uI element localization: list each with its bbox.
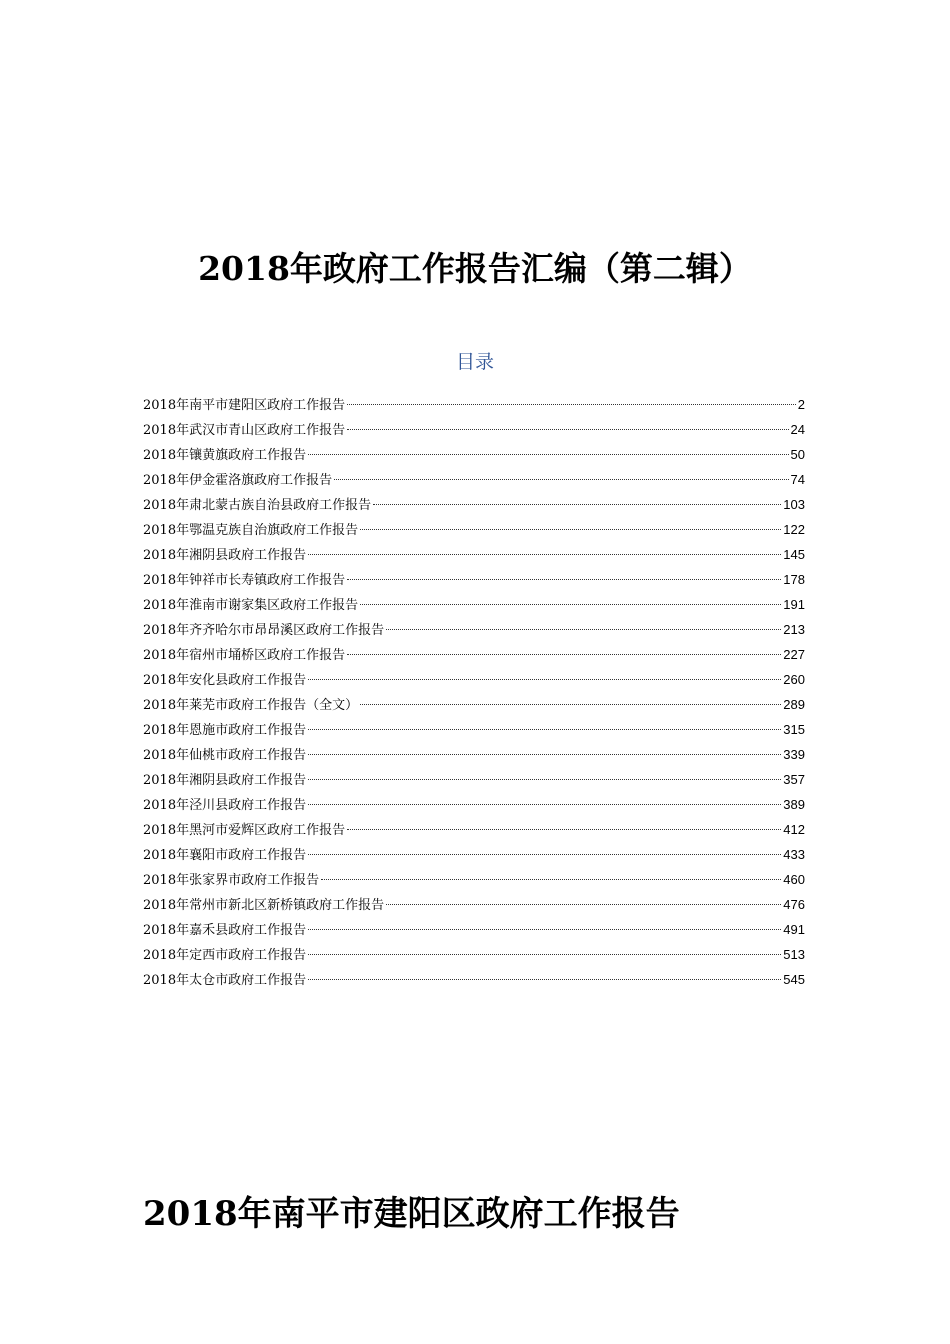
toc-dot-leader — [308, 954, 781, 955]
toc-heading: 目录 — [455, 351, 494, 373]
toc-entry-page-number[interactable]: 2 — [797, 397, 805, 412]
toc-entry[interactable] — [143, 692, 805, 717]
toc-entry[interactable] — [143, 517, 805, 542]
toc-dot-leader — [308, 679, 781, 680]
toc-dot-leader — [373, 504, 781, 505]
toc-entry-title[interactable]: 2018年钟祥市长寿镇政府工作报告 — [143, 573, 346, 588]
toc-dot-leader — [308, 854, 781, 855]
toc-entry[interactable] — [143, 717, 805, 742]
toc-dot-leader — [308, 929, 781, 930]
toc-entry-title[interactable]: 2018年湘阴县政府工作报告 — [143, 773, 307, 788]
toc-dot-leader — [334, 479, 788, 480]
toc-entry[interactable] — [143, 842, 805, 867]
toc-entry[interactable] — [143, 917, 805, 942]
toc-entry-page-number[interactable]: 260 — [783, 672, 805, 687]
toc-entry-title[interactable]: 2018年肃北蒙古族自治县政府工作报告 — [143, 498, 372, 513]
section-title: 2018年南平市建阳区政府工作报告 — [143, 1194, 680, 1235]
toc-entry[interactable] — [143, 542, 805, 567]
toc-dot-leader — [347, 654, 781, 655]
toc-entry-title[interactable]: 2018年武汉市青山区政府工作报告 — [143, 423, 346, 438]
toc-entry[interactable] — [143, 892, 805, 917]
toc-entry[interactable] — [143, 867, 805, 892]
toc-dot-leader — [308, 554, 781, 555]
toc-entry-page-number[interactable]: 460 — [783, 872, 805, 887]
toc-entry-page-number[interactable]: 289 — [783, 697, 805, 712]
toc-entry-title[interactable]: 2018年齐齐哈尔市昂昂溪区政府工作报告 — [143, 623, 385, 638]
toc-entry-page-number[interactable]: 412 — [783, 822, 805, 837]
toc-entry[interactable] — [143, 967, 805, 992]
toc-dot-leader — [308, 979, 781, 980]
toc-entry[interactable] — [143, 417, 805, 442]
toc-entry-page-number[interactable]: 389 — [783, 797, 805, 812]
toc-dot-leader — [360, 704, 781, 705]
toc-entry[interactable] — [143, 817, 805, 842]
toc-dot-leader — [308, 779, 781, 780]
toc-entry-title[interactable]: 2018年南平市建阳区政府工作报告 — [143, 398, 346, 413]
toc-entry[interactable] — [143, 492, 805, 517]
toc-entry-title[interactable]: 2018年湘阴县政府工作报告 — [143, 548, 307, 563]
toc-dot-leader — [347, 404, 796, 405]
toc-entry[interactable] — [143, 617, 805, 642]
toc-entry-title[interactable]: 2018年襄阳市政府工作报告 — [143, 848, 307, 863]
toc-entry-title[interactable]: 2018年镶黄旗政府工作报告 — [143, 448, 307, 463]
toc-entry-page-number[interactable]: 545 — [783, 972, 805, 987]
toc-entry-page-number[interactable]: 191 — [783, 597, 805, 612]
toc-entry[interactable] — [143, 942, 805, 967]
toc-entry-page-number[interactable]: 339 — [783, 747, 805, 762]
toc-entry-title[interactable]: 2018年泾川县政府工作报告 — [143, 798, 307, 813]
toc-entry[interactable] — [143, 667, 805, 692]
toc-entry-page-number[interactable]: 122 — [783, 522, 805, 537]
toc-dot-leader — [347, 829, 781, 830]
toc-entry-title[interactable]: 2018年淮南市谢家集区政府工作报告 — [143, 598, 359, 613]
table-of-contents — [143, 392, 805, 992]
toc-entry-title[interactable]: 2018年定西市政府工作报告 — [143, 948, 307, 963]
toc-entry-title[interactable]: 2018年嘉禾县政府工作报告 — [143, 923, 307, 938]
toc-entry[interactable] — [143, 767, 805, 792]
toc-entry-page-number[interactable]: 213 — [783, 622, 805, 637]
toc-entry-title[interactable]: 2018年张家界市政府工作报告 — [143, 873, 320, 888]
toc-dot-leader — [308, 454, 788, 455]
toc-dot-leader — [360, 529, 781, 530]
toc-entry-page-number[interactable]: 491 — [783, 922, 805, 937]
toc-dot-leader — [360, 604, 781, 605]
toc-entry-title[interactable]: 2018年常州市新北区新桥镇政府工作报告 — [143, 898, 385, 913]
toc-entry-title[interactable]: 2018年伊金霍洛旗政府工作报告 — [143, 473, 333, 488]
toc-entry-page-number[interactable]: 145 — [783, 547, 805, 562]
toc-dot-leader — [308, 729, 781, 730]
document-title: 2018年政府工作报告汇编（第二辑） — [198, 249, 752, 289]
toc-entry-title[interactable]: 2018年恩施市政府工作报告 — [143, 723, 307, 738]
toc-entry[interactable] — [143, 792, 805, 817]
toc-dot-leader — [321, 879, 781, 880]
toc-entry-page-number[interactable]: 357 — [783, 772, 805, 787]
toc-entry-page-number[interactable]: 24 — [790, 422, 805, 437]
toc-entry-page-number[interactable]: 433 — [783, 847, 805, 862]
toc-entry-page-number[interactable]: 476 — [783, 897, 805, 912]
toc-entry-page-number[interactable]: 513 — [783, 947, 805, 962]
toc-entry[interactable] — [143, 742, 805, 767]
toc-dot-leader — [308, 754, 781, 755]
toc-entry[interactable] — [143, 592, 805, 617]
toc-entry-page-number[interactable]: 103 — [783, 497, 805, 512]
toc-entry-page-number[interactable]: 74 — [790, 472, 805, 487]
toc-dot-leader — [347, 579, 781, 580]
toc-entry[interactable] — [143, 567, 805, 592]
toc-entry-title[interactable]: 2018年太仓市政府工作报告 — [143, 973, 307, 988]
toc-dot-leader — [347, 429, 788, 430]
toc-entry[interactable] — [143, 642, 805, 667]
toc-entry-title[interactable]: 2018年仙桃市政府工作报告 — [143, 748, 307, 763]
toc-entry[interactable] — [143, 467, 805, 492]
toc-dot-leader — [308, 804, 781, 805]
toc-entry-title[interactable]: 2018年黑河市爱辉区政府工作报告 — [143, 823, 346, 838]
toc-entry-page-number[interactable]: 227 — [783, 647, 805, 662]
toc-entry-title[interactable]: 2018年安化县政府工作报告 — [143, 673, 307, 688]
toc-entry-page-number[interactable]: 178 — [783, 572, 805, 587]
toc-entry-title[interactable]: 2018年鄂温克族自治旗政府工作报告 — [143, 523, 359, 538]
toc-entry-title[interactable]: 2018年莱芜市政府工作报告（全文） — [143, 698, 359, 713]
toc-entry[interactable] — [143, 442, 805, 467]
toc-dot-leader — [386, 904, 781, 905]
toc-entry-title[interactable]: 2018年宿州市埇桥区政府工作报告 — [143, 648, 346, 663]
toc-entry-page-number[interactable]: 315 — [783, 722, 805, 737]
toc-entry[interactable] — [143, 392, 805, 417]
toc-entry-page-number[interactable]: 50 — [790, 447, 805, 462]
toc-dot-leader — [386, 629, 781, 630]
